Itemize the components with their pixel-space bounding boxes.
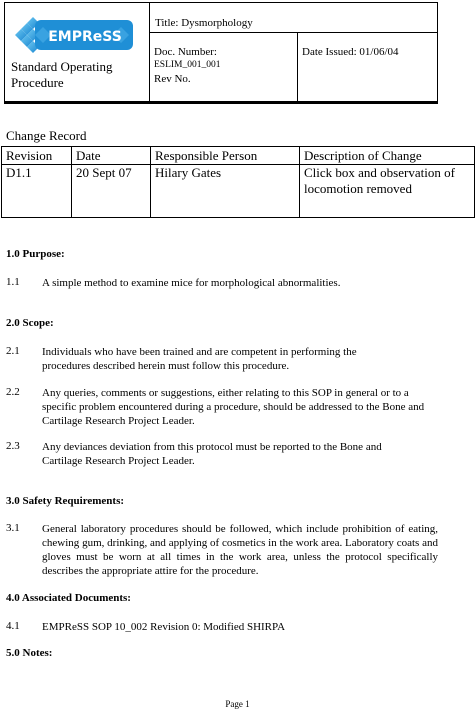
doc-number-label: Doc. Number: — [154, 46, 217, 58]
section-heading-scope: 2.0 Scope: — [6, 317, 54, 329]
section-heading-associated-documents: 4.0 Associated Documents: — [6, 592, 131, 604]
doc-number-value: ESLIM_001_001 — [154, 60, 221, 70]
rev-number-label: Rev No. — [154, 73, 191, 85]
item-number: 2.3 — [6, 440, 20, 452]
date-issued-cell — [297, 32, 437, 101]
doc-number-cell — [149, 32, 298, 101]
responsible-person-cell: Hilary Gates — [151, 165, 300, 218]
column-header: Responsible Person — [151, 147, 300, 165]
description-cell: Click box and observation of locomotion removed — [300, 165, 475, 218]
change-record-table — [1, 146, 475, 218]
column-header: Date — [72, 147, 151, 165]
change-record-header-row — [2, 147, 475, 165]
item-text: Any queries, comments or suggestions, either relating to this SOP in general or to a specific problem encountered during a procedure, should be addressed to the Bone and Cartilage Research Project Leader. — [42, 387, 425, 427]
empress-logo — [13, 15, 135, 55]
item-text: A simple method to examine mice for morphological abnormalities. — [42, 277, 341, 289]
section-heading-notes: 5.0 Notes: — [6, 647, 53, 659]
revision-cell: D1.1 — [2, 165, 72, 218]
item-number: 2.1 — [6, 345, 20, 357]
table-row — [2, 165, 475, 218]
section-heading-purpose: 1.0 Purpose: — [6, 248, 65, 260]
change-record-title: Change Record — [6, 128, 87, 143]
title-cell — [149, 3, 437, 33]
document-title: Title: Dysmorphology — [155, 17, 253, 29]
section-heading-safety: 3.0 Safety Requirements: — [6, 495, 125, 507]
logo-cell — [5, 3, 150, 101]
item-text: Any deviances deviation from this protocol must be reported to the Bone and Cartilage Research Project Leader. — [42, 441, 382, 467]
item-text: General laboratory procedures should be followed, which include prohibition of eating, chewing gum, drinking, and applying of cosmetics in the work area. Laboratory coats and gloves must be worn at all times in the work area, unless the protocol specifically describes the appropriate attire for the procedure. — [42, 523, 438, 577]
item-number: 4.1 — [6, 620, 20, 632]
item-text: EMPReSS SOP 10_002 Revision 0: Modified SHIRPA — [42, 621, 286, 633]
item-number: 3.1 — [6, 522, 20, 534]
date-cell: 20 Sept 07 — [72, 165, 151, 218]
page-number: Page 1 — [225, 699, 250, 709]
item-number: 2.2 — [6, 386, 20, 398]
item-number: 1.1 — [6, 276, 20, 288]
logo-text: EMPReSS — [48, 29, 122, 45]
column-header: Revision — [2, 147, 72, 165]
sop-label: Standard Operating Procedure — [11, 59, 113, 90]
date-issued: Date Issued: 01/06/04 — [302, 46, 399, 58]
item-text: Individuals who have been trained and are competent in performing the procedures described herein must follow this procedure. — [42, 346, 357, 372]
column-header: Description of Change — [300, 147, 475, 165]
document-header-table — [4, 2, 438, 102]
header-rule — [4, 102, 438, 104]
